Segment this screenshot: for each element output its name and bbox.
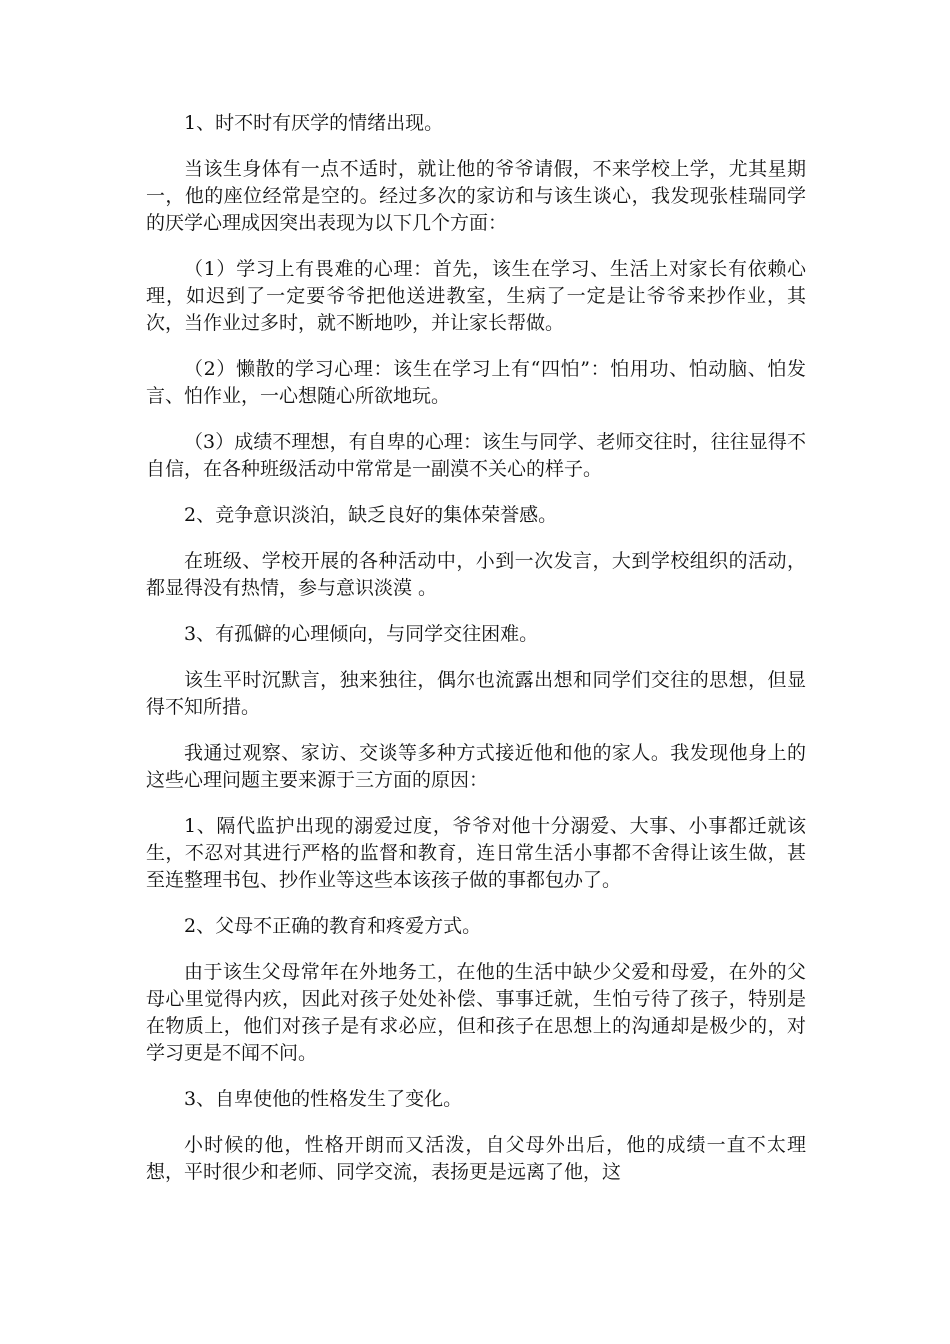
- heading-3-isolation: 3、有孤僻的心理倾向，与同学交往困难。: [184, 623, 539, 645]
- paragraph-parents-away: 由于该生父母常年在外地务工，在他的生活中缺少父爱和母爱，在外的父母心里觉得内疚，因此对孩子处处补偿、事事迁就，生怕亏待了孩子，特别是在物质上，他们对孩子是有求必应，但和孩子在思想上的沟通却是极少的，对学习更是不闻不问。: [146, 961, 806, 1064]
- heading-1-truancy: 1、时不时有厌学的情绪出现。: [184, 112, 444, 134]
- paragraph-childhood: 小时候的他，性格开朗而又活泼，自父母外出后，他的成绩一直不太理想，平时很少和老师、同学交流，表扬更是远离了他，这: [146, 1134, 806, 1183]
- paragraph-fear-of-difficulty: （1）学习上有畏难的心理：首先，该生在学习、生活上对家长有依赖心理，如迟到了一定要爷爷把他送进教室，生病了一定是让爷爷来抄作业，其次，当作业过多时，就不断地吵，并让家长帮做。: [146, 258, 806, 334]
- paragraph-low-self-esteem: （3）成绩不理想，有自卑的心理：该生与同学、老师交往时，往往显得不自信，在各种班级活动中常常是一副漠不关心的样子。: [146, 431, 806, 480]
- heading-cause-parents: 2、父母不正确的教育和疼爱方式。: [184, 915, 482, 937]
- document-page: [146, 110, 806, 1205]
- paragraph-absence: 当该生身体有一点不适时，就让他的爷爷请假，不来学校上学，尤其星期一，他的座位经常是空的。经过多次的家访和与该生谈心，我发现张桂瑞同学的厌学心理成因突出表现为以下几个方面：: [146, 158, 806, 234]
- heading-cause-inferiority: 3、自卑使他的性格发生了变化。: [184, 1088, 463, 1110]
- paragraph-observation: 我通过观察、家访、交谈等多种方式接近他和他的家人。我发现他身上的这些心理问题主要来源于三方面的原因：: [146, 742, 806, 791]
- paragraph-silent: 该生平时沉默言，独来独往，偶尔也流露出想和同学们交往的思想，但显得不知所措。: [146, 669, 806, 718]
- paragraph-activities: 在班级、学校开展的各种活动中，小到一次发言，大到学校组织的活动，都显得没有热情，参与意识淡漠 。: [146, 550, 806, 599]
- heading-2-competition: 2、竞争意识淡泊，缺乏良好的集体荣誉感。: [184, 504, 558, 526]
- paragraph-cause-grandparent: 1、隔代监护出现的溺爱过度，爷爷对他十分溺爱、大事、小事都迁就该生，不忍对其进行严格的监督和教育，连日常生活小事都不舍得让该生做，甚至连整理书包、抄作业等这些本该孩子做的事都包办了。: [146, 815, 806, 891]
- paragraph-lazy-attitude: （2）懒散的学习心理：该生在学习上有“四怕”：怕用功、怕动脑、怕发言、怕作业，一心想随心所欲地玩。: [146, 358, 806, 407]
